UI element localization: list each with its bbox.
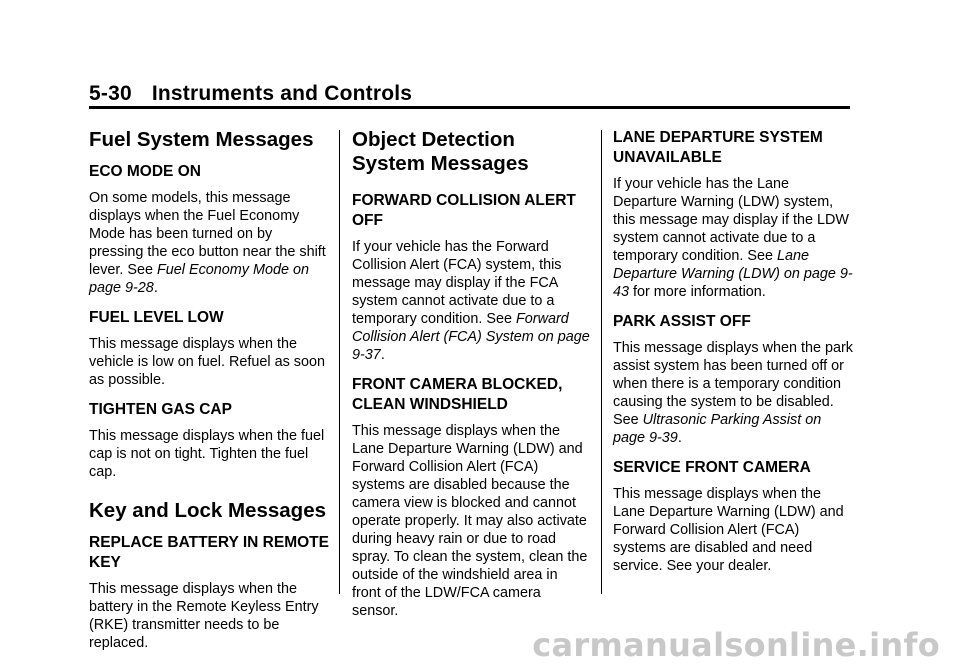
paragraph-tighten-gas-cap: This message displays when the fuel cap is not on tight. Tighten the fuel cap.: [89, 428, 325, 480]
subheading-replace-battery: REPLACE BATTERY IN REMOTE KEY: [89, 534, 329, 571]
section-title-fuel-system: Fuel System Messages: [89, 128, 314, 151]
column-1: [89, 128, 329, 663]
subheading-park-assist-off: PARK ASSIST OFF: [613, 313, 751, 330]
header-rule: [89, 106, 850, 109]
column-3: [613, 128, 853, 586]
subheading-fuel-level-low: FUEL LEVEL LOW: [89, 309, 224, 326]
eco-text: On some models, this message displays when the Fuel Economy Mode has been turned on by pressing the eco button near the shift lever. See: [89, 190, 326, 278]
eco-end: .: [153, 280, 158, 296]
subheading-tighten-gas-cap: TIGHTEN GAS CAP: [89, 401, 232, 418]
subheading-lane-departure-unavailable: LANE DEPARTURE SYSTEM UNAVAILABLE: [613, 129, 823, 166]
eco-reference-link[interactable]: Fuel Economy Mode on page 9-28: [89, 262, 309, 296]
paragraph-replace-battery: This message displays when the battery in the Remote Keyless Entry (RKE) transmitter needs to be replaced.: [89, 581, 319, 651]
column-2: [352, 128, 590, 631]
fca-reference-link[interactable]: Forward Collision Alert (FCA) System on page 9-37: [352, 311, 590, 363]
column-divider-1: [339, 130, 340, 594]
column-divider-2: [601, 130, 602, 594]
paragraph-lane-departure-unavailable: [613, 175, 853, 301]
section-title-object-detection: Object Detection System Messages: [352, 128, 529, 175]
ldw-reference-link[interactable]: Lane Departure Warning (LDW) on page 9-43: [613, 248, 853, 300]
paragraph-forward-collision-off: [352, 238, 590, 364]
paragraph-front-camera-blocked: This message displays when the Lane Departure Warning (LDW) and Forward Collision Alert (FCA) systems are disabled because the camera view is blocked and cannot operate properly. It may also activate during heavy rain or due to road spray. To clean the system, clean the outside of the windshield area in front of the LDW/FCA camera sensor.: [352, 423, 588, 619]
subheading-forward-collision-off: FORWARD COLLISION ALERT OFF: [352, 192, 576, 229]
park-reference-link[interactable]: Ultrasonic Parking Assist on page 9-39: [613, 412, 822, 446]
chapter-title: Instruments and Controls: [151, 82, 413, 105]
ldw-end: for more information.: [629, 284, 766, 300]
subheading-eco-mode: ECO MODE ON: [89, 163, 201, 180]
park-text: This message displays when the park assist system has been turned off or when there is a temporary condition causing the system to be disabled. See: [613, 340, 853, 428]
fca-end: .: [380, 347, 385, 363]
fca-text: If your vehicle has the Forward Collision Alert (FCA) system, this message may display if the FCA system cannot activate due to a temporary condition. See: [352, 239, 562, 327]
subheading-service-front-camera: SERVICE FRONT CAMERA: [613, 459, 811, 476]
paragraph-fuel-level-low: This message displays when the vehicle is low on fuel. Refuel as soon as possible.: [89, 336, 325, 388]
paragraph-eco-mode: [89, 189, 329, 297]
paragraph-service-front-camera: This message displays when the Lane Departure Warning (LDW) and Forward Collision Alert (FCA) systems are disabled and need service. See your dealer.: [613, 486, 844, 574]
park-end: .: [677, 430, 682, 446]
paragraph-park-assist-off: [613, 339, 853, 447]
section-title-key-lock: Key and Lock Messages: [89, 499, 326, 522]
watermark-text: carmanualsonline.info: [532, 626, 940, 664]
page-header: [89, 82, 412, 106]
ldw-text: If your vehicle has the Lane Departure Warning (LDW) system, this message may display if the LDW system cannot activate due to a temporary condition. See: [613, 176, 849, 264]
page-number: 5-30: [89, 82, 132, 105]
subheading-front-camera-blocked: FRONT CAMERA BLOCKED, CLEAN WINDSHIELD: [352, 376, 563, 413]
